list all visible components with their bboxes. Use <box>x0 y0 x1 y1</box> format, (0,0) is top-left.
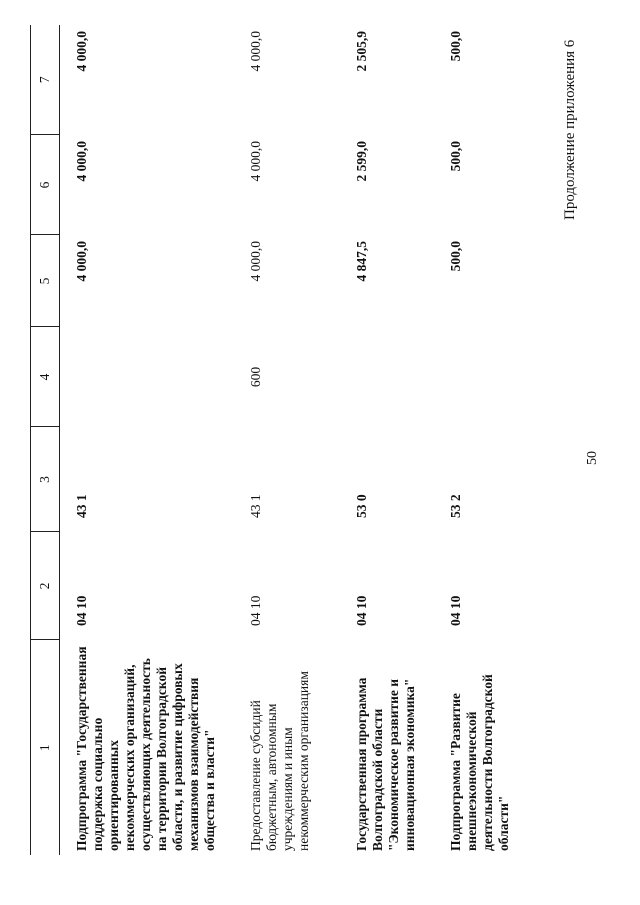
row-value-7: 2 505,9 <box>354 31 369 72</box>
row-value-7: 4 000,0 <box>248 31 263 72</box>
row-value-6: 2 599,0 <box>354 141 369 182</box>
row-section: 04 10 <box>448 595 463 626</box>
header-cell-3: 3 <box>31 427 60 532</box>
row-target: 43 1 <box>248 494 263 518</box>
row-value-6: 4 000,0 <box>248 141 263 182</box>
header-row <box>31 25 60 855</box>
row-value-6: 4 000,0 <box>74 141 89 182</box>
row-type <box>340 327 434 427</box>
row-name: Подпрограмма "Государственная поддержка социально ориентированных некоммерческих организаций, осуществляющих деятельность на территории Волгоградской области, и развитие цифровых механизмов взаимодействия общества и власти" <box>74 646 217 851</box>
row-section: 04 10 <box>354 595 369 626</box>
budget-table <box>30 25 528 855</box>
row-name: Предоставление субсидий бюджетным, автономным учреждениям и иным некоммерческим организациям <box>248 671 311 851</box>
continuation-note: Продолжение приложения 6 <box>562 39 578 220</box>
row-name: Государственная программа Волгоградской области "Экономическое развитие и инновационная экономика" <box>354 677 417 851</box>
row-target: 53 0 <box>354 494 369 518</box>
row-value-7: 500,0 <box>448 31 463 62</box>
header-cell-2: 2 <box>31 532 60 640</box>
row-value-6: 500,0 <box>448 141 463 172</box>
row-type <box>60 327 235 427</box>
table-row <box>434 25 528 855</box>
row-section: 04 10 <box>248 595 263 626</box>
row-value-5: 4 847,5 <box>354 241 369 282</box>
row-target: 43 1 <box>74 494 89 518</box>
row-name: Подпрограмма "Развитие внешнеэкономической деятельности Волгоградской области" <box>448 674 511 851</box>
row-target: 53 2 <box>448 494 463 518</box>
header-cell-4: 4 <box>31 327 60 427</box>
header-cell-6: 6 <box>31 135 60 235</box>
row-value-5: 500,0 <box>448 241 463 272</box>
table-row <box>234 25 340 855</box>
header-cell-1: 1 <box>31 640 60 855</box>
row-value-7: 4 000,0 <box>74 31 89 72</box>
table-row <box>340 25 434 855</box>
table-row <box>60 25 235 855</box>
row-type <box>434 327 528 427</box>
row-section: 04 10 <box>74 595 89 626</box>
row-type: 600 <box>248 366 263 388</box>
row-value-5: 4 000,0 <box>248 241 263 282</box>
header-cell-5: 5 <box>31 235 60 327</box>
header-cell-7: 7 <box>31 25 60 135</box>
page-number: 50 <box>585 451 600 465</box>
row-value-5: 4 000,0 <box>74 241 89 282</box>
